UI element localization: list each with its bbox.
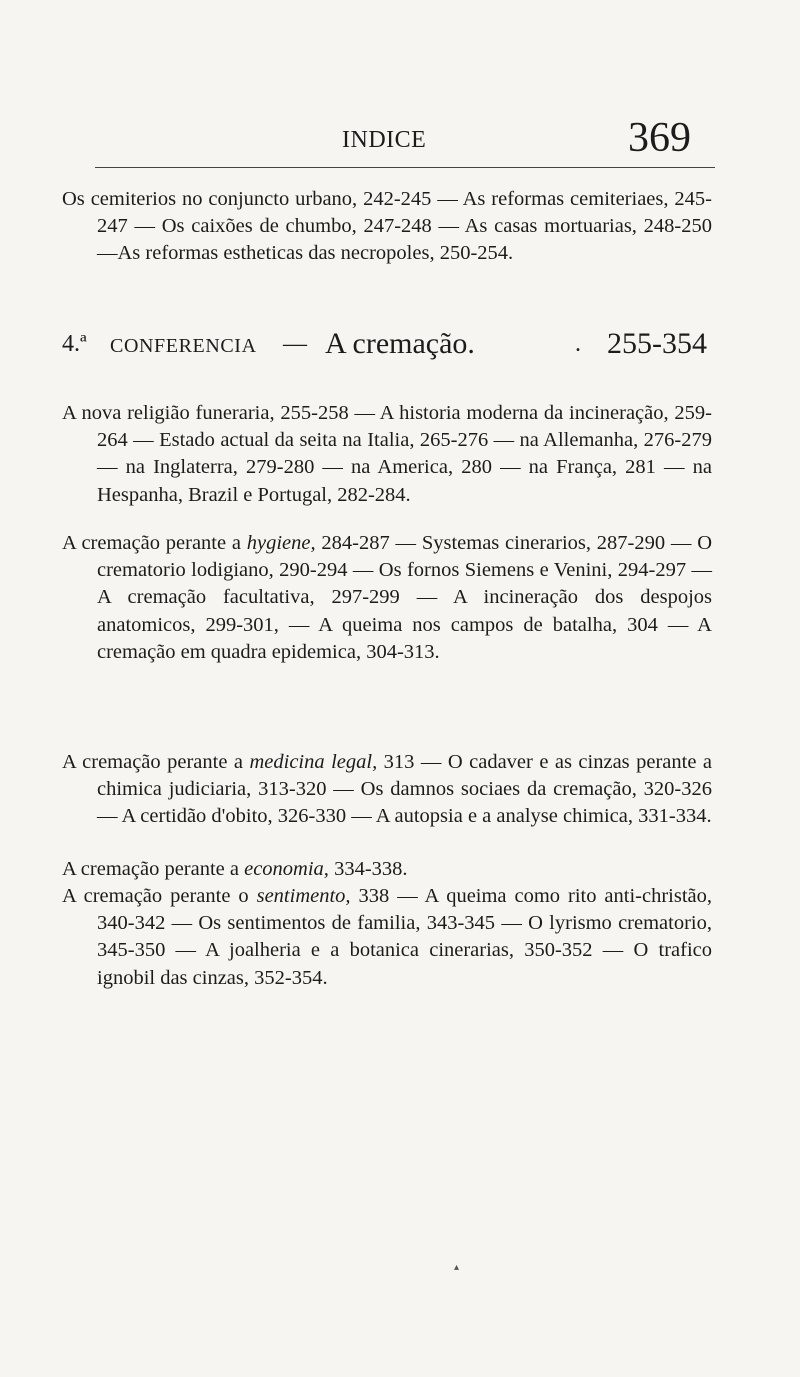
conference-heading [62,327,712,367]
entry-body: 338 — A queima como rito anti-christão, 340-342 — Os sentimentos de familia, 343-345 — O lyrismo crematorio, 345-350 — A joalheria e a botanica cinerarias, 350-352 — O trafico ignobil das cinzas, 352-354. [97,885,713,989]
printer-mark: ▴ [454,1262,460,1273]
header-rule [95,167,715,168]
entry-emphasis: economia, [244,858,329,880]
entry-body: 284-287 — Systemas cinerarios, 287-290 — O crematorio lodigiano, 290-294 — Os fornos Siemens e Venini, 294-297 — A cremação facultativa, 297-299 — A incineração dos despojos anatomicos, 299-301, — A queima nos campos de batalha, 304 — A cremação em quadra epidemica, 304-313. [97,532,712,663]
conference-separator: — [283,331,307,357]
entry-lead: A cremação perante a [62,751,250,773]
index-entry-medicina-legal [62,749,712,831]
index-entry-sentimento [62,883,712,992]
entry-emphasis: hygiene, [246,532,316,554]
index-entry-economia [62,856,712,883]
conference-number: 4.ª [62,331,87,357]
index-entry-cemiterios: Os cemiterios no conjuncto urbano, 242-245 — As reformas cemiteriaes, 245-247 — Os caixões de chumbo, 247-248 — As casas mortuarias, 248-250—As reformas estheticas das necropoles, 250-254. [62,188,712,265]
conference-title: A cremação. [325,327,475,360]
index-entry-nova-religiao: A nova religião funeraria, 255-258 — A historia moderna da incineração, 259-264 — Estado actual da seita na Italia, 265-276 — na Allemanha, 276-279 — na Inglaterra, 279-280 — na America, 280 — na França, 281 — na Hespanha, Brazil e Portugal, 282-284. [62,402,712,506]
conference-leader-dot: . [575,331,581,357]
running-header-title: INDICE [342,127,427,153]
index-entry-hygiene [62,530,712,666]
entry-emphasis: sentimento, [256,885,351,907]
entry-body: 313 — O cadaver e as cinzas perante a chimica judiciaria, 313-320 — Os damnos sociaes da cremação, 320-326 — A certidão d'obito, 326-330 — A autopsia e a analyse chimica, 331-334. [97,751,713,828]
entry-lead: A cremação perante o [62,885,257,907]
page-number: 369 [628,115,691,161]
entry-lead: A cremação perante a [62,858,245,880]
entry-body: 334-338. [328,858,408,880]
conference-pages: 255-354 [607,327,707,360]
entry-lead: A cremação perante a [62,532,247,554]
conference-label: CONFERENCIA [110,335,257,357]
entry-emphasis: medicina legal, [249,751,378,773]
